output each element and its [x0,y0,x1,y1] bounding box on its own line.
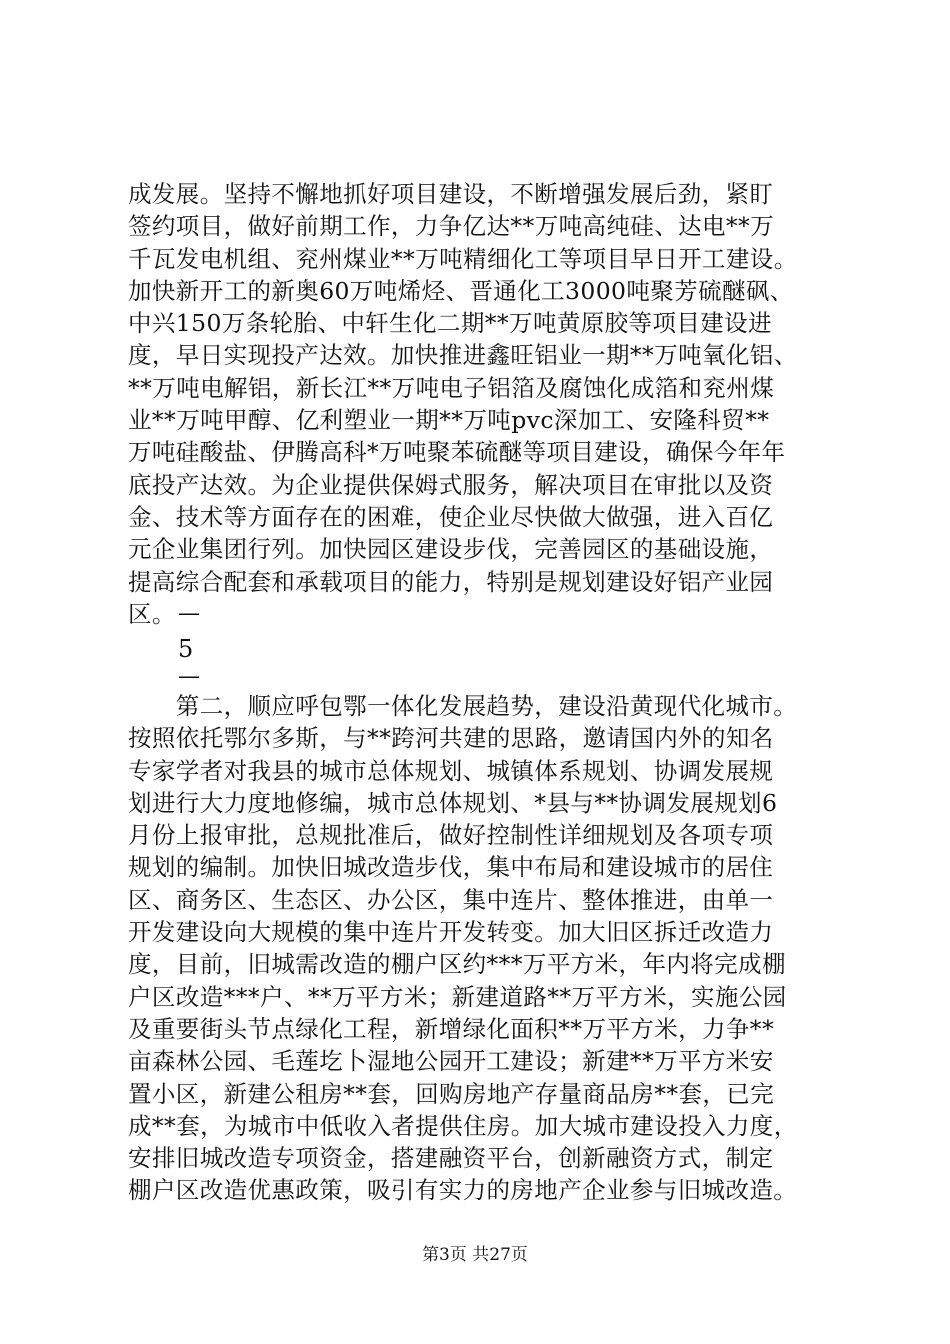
text-line: 区、商务区、生态区、办公区，集中连片、整体推进，由单一 [128,885,774,914]
text-line: 提高综合配套和承载项目的能力，特别是规划建设好铝产业园 [128,567,774,596]
text-line: 月份上报审批，总规批准后，做好控制性详细规划及各项专项 [128,821,774,850]
paragraph-project-construction [128,178,828,630]
text-line: 及重要街头节点绿化工程，新增绿化面积**万平方米，力争** [128,1014,775,1043]
text-line: **万吨电解铝，新长江**万吨电子铝箔及腐蚀化成箔和兖州煤 [128,373,775,402]
text-line: 规划的编制。加快旧城改造步伐，集中布局和建设城市的居住 [128,853,774,882]
text-line: 元企业集团行列。加快园区建设步伐，完善园区的基础设施， [128,535,774,564]
text-line: 第二，顺应呼包鄂一体化发展趋势，建设沿黄现代化城市。 [128,692,798,720]
text-line: 棚户区改造优惠政策，吸引有实力的房地产企业参与旧城改造。 [128,1176,798,1205]
page-footer: 第3页 共27页 [422,1245,528,1265]
text-line: 开发建设向大规模的集中连片开发转变。加大旧区拆迁改造力 [128,918,774,947]
text-line: 加快新开工的新奥60万吨烯烃、晋通化工3000吨聚芳硫醚砜、 [128,276,794,305]
text-line: 金、技术等方面存在的困难，使企业尽快做大做强，进入百亿 [128,502,774,531]
inline-page-number: 5 [178,635,194,663]
separator-dash-top: — [178,601,200,626]
text-line: 业**万吨甲醇、亿利塑业一期**万吨pvc深加工、安隆科贸** [128,406,770,435]
text-line: 置小区，新建公租房**套，回购房地产存量商品房**套，已完 [128,1079,775,1108]
text-line: 亩森林公园、毛莲圪卜湿地公园开工建设；新建**万平方米安 [128,1047,774,1076]
text-line: 户区改造***户、**万平方米；新建道路**万平方米，实施公园 [128,982,787,1011]
text-line: 万吨硅酸盐、伊腾高科*万吨聚苯硫醚等项目建设，确保今年年 [128,438,786,467]
text-line: 千瓦发电机组、兖州煤业**万吨精细化工等项目早日开工建设。 [128,244,798,273]
text-line: 中兴150万条轮胎、中轩生化二期**万吨黄原胶等项目建设进 [128,309,772,338]
text-line: 度，早日实现投产达效。加快推进鑫旺铝业一期**万吨氧化铝、 [128,341,798,370]
text-line: 成发展。坚持不懈地抓好项目建设，不断增强发展后劲，紧盯 [128,180,774,208]
text-line: 度，目前，旧城需改造的棚户区约***万平方米，年内将完成棚 [128,950,786,979]
text-line: 专家学者对我县的城市总体规划、城镇体系规划、协调发展规 [128,756,774,785]
text-line: 成**套，为城市中低收入者提供住房。加大城市建设投入力度， [128,1111,798,1140]
text-line: 底投产达效。为企业提供保姆式服务，解决项目在审批以及资 [128,470,774,499]
text-line: 安排旧城改造专项资金，搭建融资平台，创新融资方式，制定 [128,1144,774,1173]
separator-dash-bottom: — [178,664,200,689]
paragraph-urban-development [128,690,828,1207]
text-line: 区。 [128,599,176,628]
text-line: 划进行大力度地修编，城市总体规划、*县与**协调发展规划6 [128,788,778,817]
text-line: 签约项目，做好前期工作，力争亿达**万吨高纯硅、达电**万 [128,212,775,241]
text-line: 按照依托鄂尔多斯，与**跨河共建的思路，邀请国内外的知名 [128,724,774,753]
